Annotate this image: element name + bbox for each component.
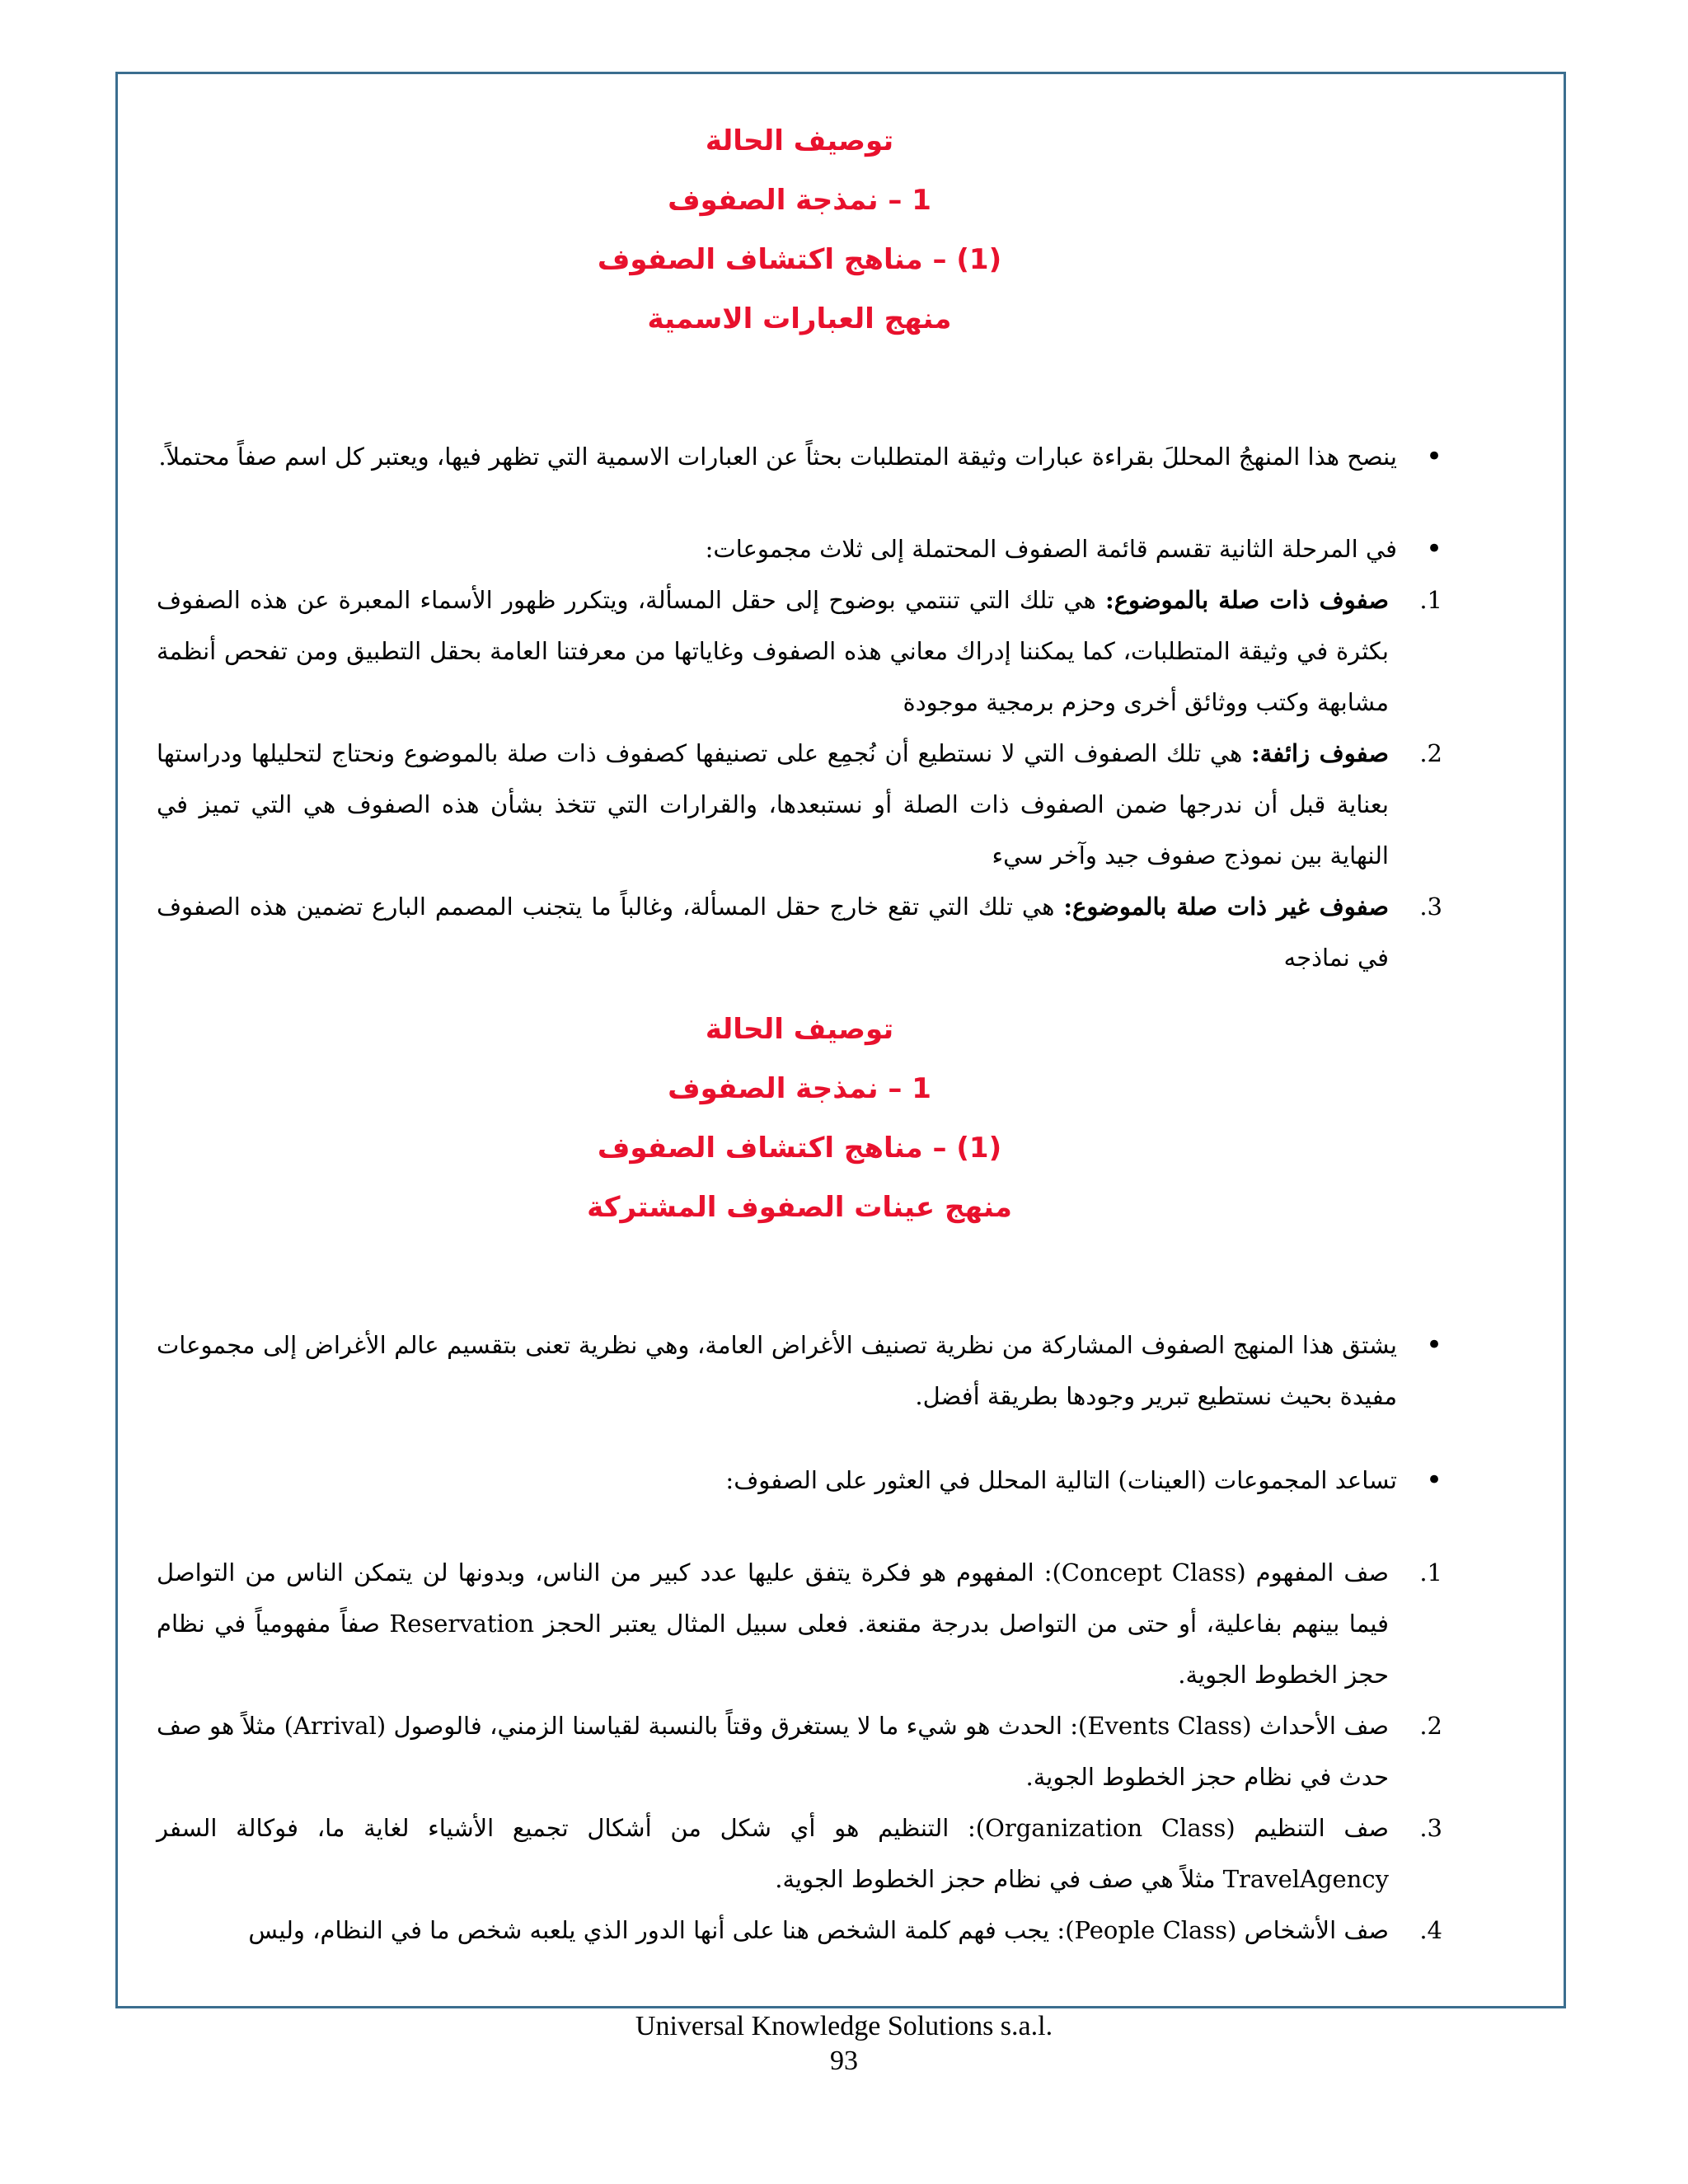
bullet-icon: • bbox=[1425, 1464, 1442, 1497]
class-discovery-heading: (1) – مناهج اكتشاف الصفوف bbox=[597, 1132, 1002, 1165]
bullet-icon: • bbox=[1425, 532, 1442, 565]
case-title: توصيف الحالة bbox=[705, 1013, 894, 1046]
list-number: 2. bbox=[1419, 739, 1442, 767]
page-content bbox=[157, 111, 1442, 1956]
list-number: 1. bbox=[1419, 586, 1442, 614]
list-text: صف التنظيم (Organization Class): التنظيم هو أي شكل من أشكال تجميع الأشياء لغاية ما، فوكالة السفر TravelAgency مثلاً هي صف في نظام حجز الخطوط الجوية. bbox=[157, 1814, 1389, 1893]
bullet-paragraph bbox=[157, 1455, 1442, 1506]
bullet-icon: • bbox=[1425, 440, 1442, 473]
list-number: 1. bbox=[1419, 1558, 1442, 1586]
class-discovery-heading: (1) – مناهج اكتشاف الصفوف bbox=[597, 243, 1002, 276]
bullet-paragraph bbox=[157, 1319, 1442, 1422]
list-text: صف الأشخاص (People Class): يجب فهم كلمة الشخص هنا على أنها الدور الذي يلعبه شخص ما في النظام، وليس bbox=[248, 1916, 1389, 1944]
paragraph-text: ينصح هذا المنهجُ المحللَ بقراءة عبارات وثيقة المتطلبات بحثاً عن العبارات الاسمية التي تظهر فيها، ويعتبر كل اسم صفاً محتملاً. bbox=[158, 443, 1397, 471]
list-term: صفوف غير ذات صلة بالموضوع: bbox=[1063, 893, 1389, 921]
class-modeling-heading: 1 – نمذجة الصفوف bbox=[668, 184, 931, 217]
case-title: توصيف الحالة bbox=[705, 124, 894, 157]
bullet-icon: • bbox=[1425, 1329, 1442, 1361]
section-2-headings bbox=[157, 1000, 1442, 1237]
list-number: 3. bbox=[1419, 1814, 1442, 1842]
list-text: هي تلك التي تنتمي بوضوح إلى حقل المسألة، ويتكرر ظهور الأسماء المعبرة عن هذه الصفوف بكثرة في وثيقة المتطلبات، كما يمكننا إدراك معاني هذه الصفوف وغاياتها من معرفتنا العامة بحقل التطبيق ومن تفحص أنظمة مشابهة وكتب ووثائق أخرى وحزم برمجية موجودة bbox=[157, 586, 1389, 716]
footer-publisher: Universal Knowledge Solutions s.a.l. bbox=[635, 2011, 1053, 2041]
list-text: صف المفهوم (Concept Class): المفهوم هو فكرة يتفق عليها عدد كبير من الناس، وبدونها لن يتمكن الناس من التواصل فيما بينهم بفاعلية، أو حتى من التواصل بدرجة مقنعة. فعلى سبيل المثال يعتبر الحجز Reservation صفاً مفهومياً في نظام حجز الخطوط الجوية. bbox=[157, 1558, 1389, 1689]
list-term: صفوف ذات صلة بالموضوع: bbox=[1105, 586, 1390, 614]
list-item bbox=[157, 1700, 1442, 1802]
list-number: 4. bbox=[1419, 1916, 1442, 1944]
paragraph-text: تساعد المجموعات (العينات) التالية المحلل في العثور على الصفوف: bbox=[725, 1466, 1397, 1494]
list-item bbox=[157, 881, 1442, 983]
section-1-headings bbox=[157, 111, 1442, 349]
list-text: صف الأحداث (Events Class): الحدث هو شيء ما لا يستغرق وقتاً بالنسبة لقياسنا الزمني، فالوصول (Arrival) مثلاً هو صف حدث في نظام حجز الخطوط الجوية. bbox=[157, 1712, 1389, 1791]
list-item bbox=[157, 1547, 1442, 1700]
paragraph-text: في المرحلة الثانية تقسم قائمة الصفوف المحتملة إلى ثلاث مجموعات: bbox=[705, 535, 1397, 563]
paragraph-text: يشتق هذا المنهج الصفوف المشاركة من نظرية تصنيف الأغراض العامة، وهي نظرية تعنى بتقسيم عالم الأغراض إلى مجموعات مفيدة بحيث نستطيع تبرير وجودها بطريقة أفضل. bbox=[157, 1331, 1397, 1410]
list-term: صفوف زائفة: bbox=[1251, 739, 1389, 767]
bullet-paragraph bbox=[157, 523, 1442, 574]
list-number: 2. bbox=[1419, 1712, 1442, 1740]
page-number: 93 bbox=[830, 2046, 858, 2076]
bullet-paragraph bbox=[157, 431, 1442, 482]
list-text: هي تلك الصفوف التي لا نستطيع أن نُجمِع على تصنيفها كصفوف ذات صلة بالموضوع ونحتاج لتحليلها ودراستها بعناية قبل أن ندرجها ضمن الصفوف ذات الصلة أو نستبعدها، والقرارات التي تتخذ بشأن هذه الصفوف هي التي تميز في النهاية بين نموذج صفوف جيد وآخر سيء bbox=[157, 739, 1389, 869]
list-item bbox=[157, 1905, 1442, 1956]
list-item bbox=[157, 1802, 1442, 1905]
common-class-patterns-heading: منهج عينات الصفوف المشتركة bbox=[587, 1191, 1012, 1224]
list-text: هي تلك التي تقع خارج حقل المسألة، وغالباً ما يتجنب المصمم البارع تضمين هذه الصفوف في نماذجه bbox=[157, 893, 1389, 972]
list-item bbox=[157, 728, 1442, 881]
class-modeling-heading: 1 – نمذجة الصفوف bbox=[668, 1072, 931, 1105]
noun-phrase-method-heading: منهج العبارات الاسمية bbox=[647, 302, 952, 335]
list-number: 3. bbox=[1419, 893, 1442, 921]
list-item bbox=[157, 574, 1442, 728]
